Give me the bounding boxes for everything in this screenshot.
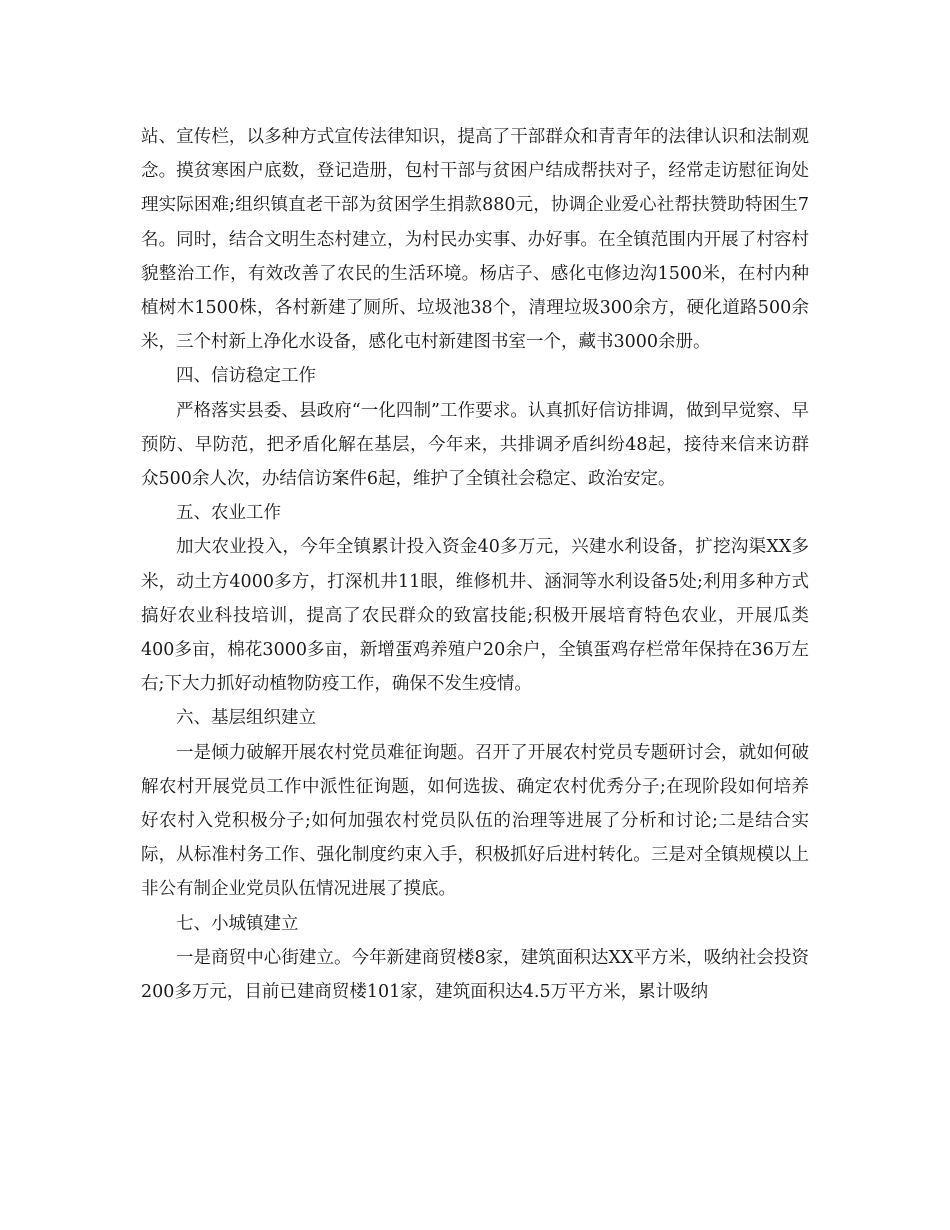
section-heading-petition: 四、信访稳定工作 xyxy=(176,366,316,387)
paragraph-petition: 严格落实县委、县政府“一化四制”工作要求。认真抓好信访排调，做到早觉察、早预防、早防范，把矛盾化解在基层，今年来，共排调矛盾纠纷48起，接待来信来访群众500余人次，办结信访案件6起，维护了全镇社会稳定、政治安定。 xyxy=(141,400,809,490)
paragraph-small-town: 一是商贸中心街建立。今年新建商贸楼8家，建筑面积达XX平方米，吸纳社会投资200多万元，目前已建商贸楼101家，建筑面积达4.5万平方米，累计吸纳 xyxy=(141,947,809,1003)
paragraph-agriculture: 加大农业投入，今年全镇累计投入资金40多万元，兴建水利设备，扩挖沟渠XX多米，动土方4000多方，打深机井11眼，维修机井、涵洞等水利设备5处;利用多种方式搞好农业科技培训，提高了农民群众的致富技能;积极开展培育特色农业，开展瓜类400多亩，棉花3000多亩，新增蛋鸡养殖户20余户，全镇蛋鸡存栏常年保持在36万左右;下大力抓好动植物防疫工作，确保不发生疫情。 xyxy=(141,537,809,695)
section-heading-grassroots: 六、基层组织建立 xyxy=(176,708,316,729)
paragraph-legal-poverty: 站、宣传栏，以多种方式宣传法律知识，提高了干部群众和青青年的法律认识和法制观念。摸贫寒困户底数，登记造册，包村干部与贫困户结成帮扶对子，经常走访慰征询处理实际困难;组织镇直老干部为贫困学生捐款880元，协调企业爱心社帮扶赞助特困生7名。同时，结合文明生态村建立，为村民办实事、办好事。在全镇范围内开展了村容村貌整治工作，有效改善了农民的生活环境。杨店子、感化屯修边沟1500米，在村内种植树木1500株，各村新建了厕所、垃圾池38个，清理垃圾300余方，硬化道路500余米，三个村新上净化水设备，感化屯村新建图书室一个，藏书3000余册。 xyxy=(141,127,809,353)
section-heading-agriculture: 五、农业工作 xyxy=(176,503,281,524)
section-heading-small-town: 七、小城镇建立 xyxy=(176,913,299,934)
document-page xyxy=(141,120,809,1009)
paragraph-grassroots: 一是倾力破解开展农村党员难征询题。召开了开展农村党员专题研讨会，就如何破解农村开展党员工作中派性征询题，如何选拔、确定农村优秀分子;在现阶段如何培养好农村入党积极分子;如何加强农村党员队伍的治理等进展了分析和讨论;二是结合实际，从标准村务工作、强化制度约束入手，积极抓好后进村转化。三是对全镇规模以上非公有制企业党员队伍情况进展了摸底。 xyxy=(141,742,809,900)
